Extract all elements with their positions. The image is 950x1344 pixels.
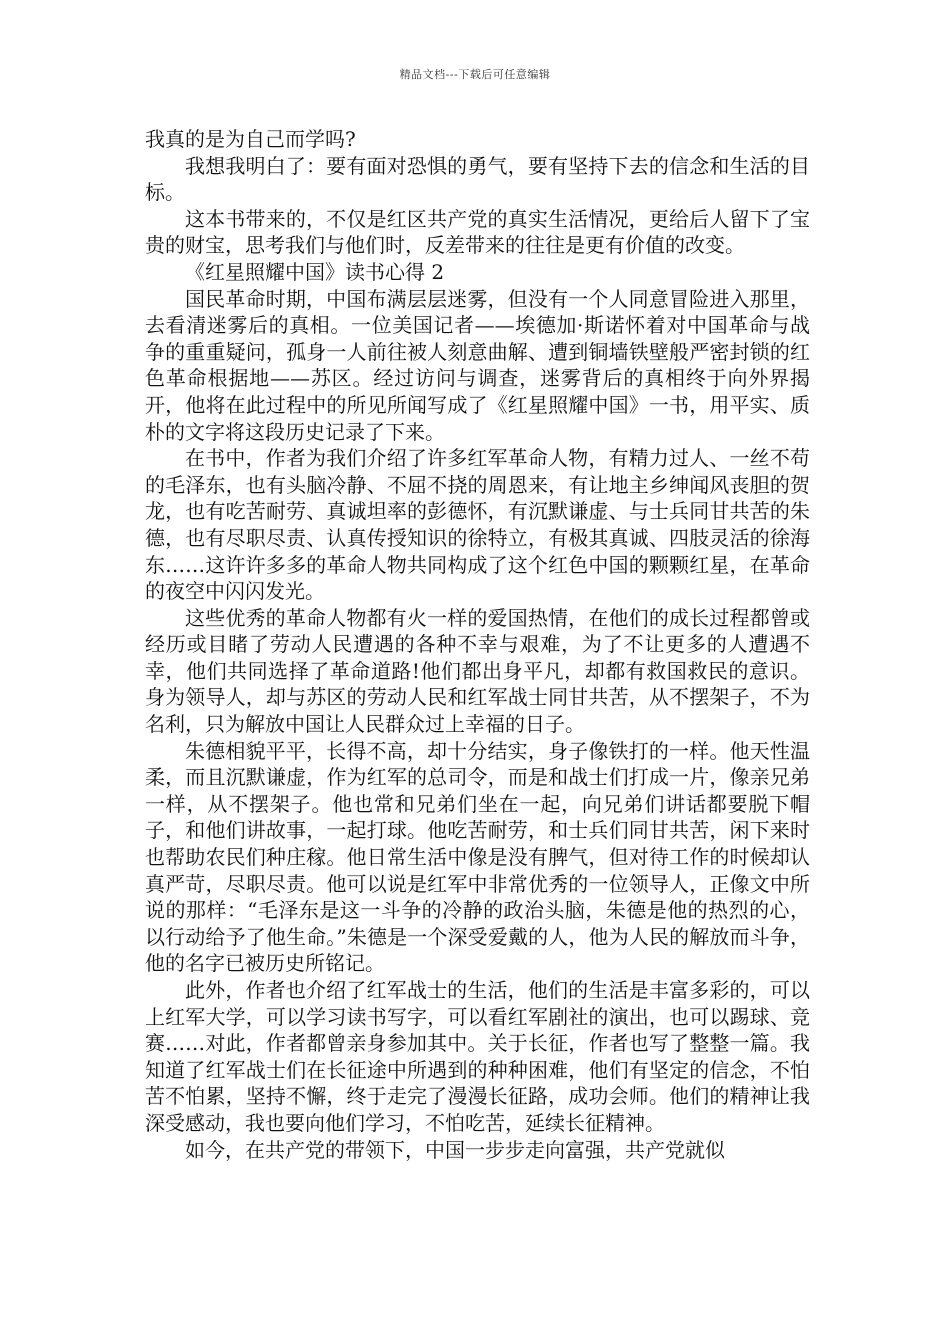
paragraph: 我真的是为自己而学吗? <box>145 127 356 151</box>
page-header: 精品文档---下载后可任意编辑 <box>399 68 551 81</box>
paragraph: 这本书带来的，不仅是红区共产党的真实生活情况，更给后人留下了宝贵的财宝，思考我们与他们时，反差带来的往往是更有价值的改变。 <box>145 206 810 258</box>
paragraph: 在书中，作者为我们介绍了许多红军革命人物，有精力过人、一丝不苟的毛泽东，也有头脑冷静、不屈不挠的周恩来，有让地主乡绅闻风丧胆的贺龙，也有吃苦耐劳、真诚坦率的彭德怀，有沉默谦虚、与士兵同甘共苦的朱德，也有尽职尽责、认真传授知识的徐特立，有极其真诚、四肢灵活的徐海东……这许许多多的革命人物共同构成了这个红色中国的颗颗红星，在革命的夜空中闪闪发光。 <box>145 446 810 604</box>
document-body <box>145 126 810 1163</box>
paragraph: 这些优秀的革命人物都有火一样的爱国热情，在他们的成长过程都曾或经历或目睹了劳动人民遭遇的各种不幸与艰难，为了不让更多的人遭遇不幸，他们共同选择了革命道路!他们都出身平凡，却都有救国救民的意识。身为领导人，却与苏区的劳动人民和红军战士同甘共苦，从不摆架子，不为名利，只为解放中国让人民群众过上幸福的日子。 <box>145 605 810 737</box>
paragraph: 朱德相貌平平，长得不高，却十分结实，身子像铁打的一样。他天性温柔，而且沉默谦虚，作为红军的总司令，而是和战士们打成一片，像亲兄弟一样，从不摆架子。他也常和兄弟们坐在一起，向兄弟们讲话都要脱下帽子，和他们讲故事，一起打球。他吃苦耐劳，和士兵们同甘共苦，闲下来时也帮助农民们种庄稼。他日常生活中像是没有脾气，但对待工作的时候却认真严苛，尽职尽责。他可以说是红军中非常优秀的一位领导人，正像文中所说的那样：“毛泽东是这一斗争的冷静的政治头脑，朱德是他的热烈的心，以行动给予了他生命。”朱德是一个深受爱戴的人，他为人民的解放而斗争，他的名字已被历史所铭记。 <box>145 738 810 976</box>
paragraph: 我想我明白了：要有面对恐惧的勇气，要有坚持下去的信念和生活的目标。 <box>145 153 810 205</box>
paragraph: 国民革命时期，中国布满层层迷雾，但没有一个人同意冒险进入那里，去看清迷雾后的真相。一位美国记者——埃德加·斯诺怀着对中国革命与战争的重重疑问，孤身一人前往被人刻意曲解、遭到铜墙铁壁般严密封锁的红色革命根据地——苏区。经过访问与调查，迷雾背后的真相终于向外界揭开，他将在此过程中的所见所闻写成了《红星照耀中国》一书，用平实、质朴的文字将这段历史记录了下来。 <box>145 286 810 444</box>
section-heading: 《红星照耀中国》读书心得 2 <box>185 259 445 284</box>
paragraph: 此外，作者也介绍了红军战士的生活，他们的生活是丰富多彩的，可以上红军大学，可以学习读书写字，可以看红军剧社的演出，也可以踢球、竞赛……对此，作者都曾亲身参加其中。关于长征，作者也写了整整一篇。我知道了红军战士们在长征途中所遇到的种种困难，他们有坚定的信念，不怕苦不怕累，坚持不懈，终于走完了漫漫长征路，成功会师。他们的精神让我深受感动，我也要向他们学习，不怕吃苦，延续长征精神。 <box>145 978 810 1135</box>
paragraph: 如今，在共产党的带领下，中国一步步走向富强，共产党就似 <box>185 1137 725 1162</box>
